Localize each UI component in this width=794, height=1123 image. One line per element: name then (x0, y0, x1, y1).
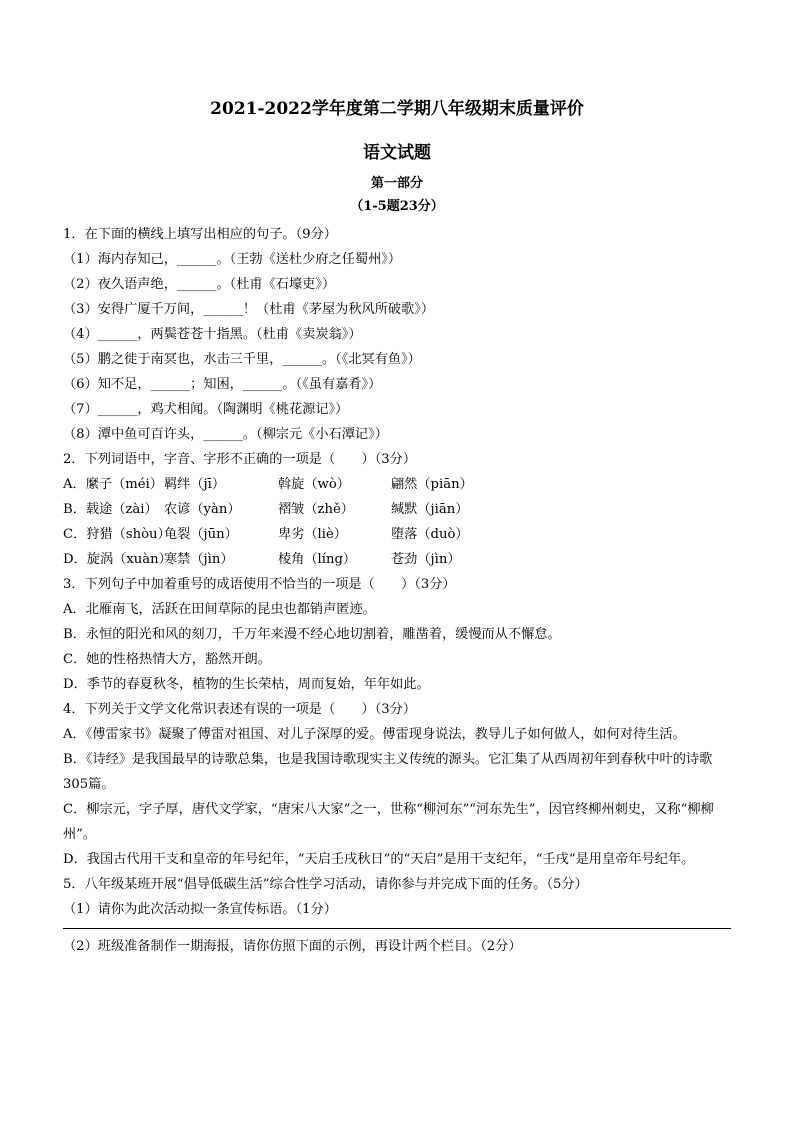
option-cell: 斡旋（wò） (278, 477, 350, 492)
question-4-stem: 4．下列关于文学文化常识表述有误的一项是（ ）（3分） (63, 702, 417, 717)
question-1-item: （5）鹏之徙于南冥也，水击三千里，______。（《北冥有鱼》） (63, 352, 421, 367)
option-cell: 寒禁（jìn） (164, 552, 234, 567)
question-3-option: A．北雁南飞，活跃在田间草际的昆虫也都销声匿迹。 (63, 602, 376, 617)
option-cell: B．载途（zài） (63, 502, 158, 517)
question-3-option: C．她的性格热情大方，豁然开朗。 (63, 652, 271, 667)
question-3-option: D．季节的春夏秋冬，植物的生长荣枯，周而复始，年年如此。 (63, 677, 430, 692)
option-cell: 农谚（yàn） (164, 502, 241, 517)
question-4-option: A．《傅雷家书》凝聚了傅雷对祖国、对儿子深厚的爱。傅雷现身说法，教导儿子如何做人，如何对待生活。 (63, 727, 686, 742)
question-5-stem: 5．八年级某班开展“倡导低碳生活”综合性学习活动，请你参与并完成下面的任务。（5分） (63, 877, 588, 892)
question-4-option: B．《诗经》是我国最早的诗歌总集，也是我国诗歌现实主义传统的源头。它汇集了从西周初年到春秋中叶的诗歌305篇。 (63, 752, 713, 792)
exam-subject: 语文试题 (363, 143, 431, 163)
question-2-option-row (63, 472, 731, 497)
option-cell: A．縻子（méi） (63, 477, 163, 492)
option-cell: 堕落（duò） (391, 527, 469, 542)
question-2-stem: 2．下列词语中，字音、字形不正确的一项是（ ）（3分） (63, 452, 417, 467)
question-3-stem: 3．下列句子中加着重号的成语使用不恰当的一项是（ ）（3分） (63, 577, 456, 592)
option-cell: D．旋涡（xuàn） (63, 552, 172, 567)
option-cell: 卑劣（liè） (278, 527, 347, 542)
question-1-item: （1）海内存知己，______。（王勃《送杜少府之任蜀州》） (63, 252, 402, 267)
part-score-note: （1-5题23分） (350, 199, 444, 214)
question-1-item: （2）夜久语声绝，______。（杜甫《石壕吏》） (63, 277, 336, 292)
question-4-option: D．我国古代用干支和皇帝的年号纪年，“天启壬戌秋日”的“天启”是用干支纪年，“壬戌”是用皇帝年号纪年。 (63, 852, 695, 867)
question-1-item: （7）______，鸡犬相闻。（陶渊明《桃花源记》） (63, 402, 349, 417)
question-1-item: （8）潭中鱼可百许头，______。（柳宗元《小石潭记》） (63, 427, 388, 442)
question-2-option-row (63, 497, 731, 522)
question-2-option-row (63, 522, 731, 547)
question-5-sub-1: （1）请你为此次活动拟一条宣传标语。（1分） (63, 902, 337, 917)
exam-title: 2021-2022学年度第二学期八年级期末质量评价 (210, 99, 584, 119)
option-cell: 翩然（piān） (391, 477, 473, 492)
question-1-stem: 1．在下面的横线上填写出相应的句子。（9分） (63, 227, 337, 242)
question-2-option-row (63, 547, 731, 572)
option-cell: 苍劲（jìn） (391, 552, 461, 567)
option-cell: 褶皱（zhě） (278, 502, 354, 517)
option-cell: 棱角（líng） (278, 552, 357, 567)
part-heading: 第一部分 (370, 176, 423, 191)
question-1-item: （4）______，两鬓苍苍十指黑。（杜甫《卖炭翁》） (63, 327, 362, 342)
option-cell: C．狩猎（shòu） (63, 527, 171, 542)
answer-line (63, 928, 731, 929)
option-cell: 龟裂（jūn） (164, 527, 238, 542)
option-cell: 缄默（jiān） (391, 502, 469, 517)
option-cell: 羁绊（jī） (164, 477, 226, 492)
question-1-item: （6）知不足，______；知困，______。（《虽有嘉肴》） (63, 377, 382, 392)
question-list (63, 222, 731, 959)
question-3-option: B．永恒的阳光和风的刻刀，千万年来漫不经心地切割着，雕凿着，缓慢而从不懈怠。 (63, 627, 561, 642)
question-4-option: C．柳宗元，字子厚，唐代文学家，“唐宋八大家”之一，世称“柳河东”“河东先生”，因官终柳州刺史，又称“柳柳州”。 (63, 802, 714, 842)
question-5-sub-2: （2）班级准备制作一期海报，请你仿照下面的示例，再设计两个栏目。（2分） (63, 939, 522, 954)
question-1-item: （3）安得广厦千万间，______！（杜甫《茅屋为秋风所破歌》） (63, 302, 435, 317)
